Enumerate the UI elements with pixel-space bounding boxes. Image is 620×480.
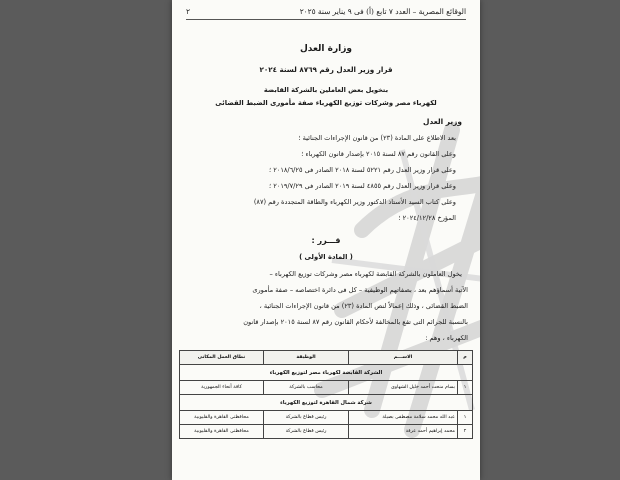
article-line: يخول العاملون بالشركة القابضة لكهرباء مصر وشركات توزيع الكهرباء – — [269, 270, 462, 278]
preamble-line: وعلى كتاب السيد الأستاذ الدكتور وزير الكهرباء والطاقة المتجددة رقم (٨٧) — [253, 198, 456, 206]
preamble-line: وعلى قرار وزير العدل رقم ٥٢٢١ لسنة ٢٠١٨ الصادر فى ٢٠١٨/٦/٢٥ ؛ — [269, 166, 456, 174]
article-title: ( المادة الأولى ) — [299, 253, 353, 261]
minister-heading: وزير العدل — [423, 117, 462, 126]
ministry-title: وزارة العدل — [299, 44, 353, 54]
cell-number: ١ — [458, 411, 473, 425]
column-header-number: م — [458, 351, 473, 365]
preamble-line: بعد الاطلاع على المادة (٢٣) من قانون الإجراءات الجنائية ؛ — [298, 134, 456, 142]
section-title: شركة شمال القاهرة لتوزيع الكهرباء — [180, 395, 473, 411]
decree-title: قرار وزير العدل رقم ٨٧٦٩ لسنة ٢٠٢٤ — [259, 65, 393, 74]
cell-name: محمد إبراهيم أحمد عرفة — [349, 425, 458, 439]
decree-subtitle: بتخويل بعض العاملين بالشركة القابضة — [263, 86, 389, 94]
table-row — [180, 411, 473, 425]
preamble-line: وعلى القانون رقم ٨٧ لسنة ٢٠١٥ بإصدار قانون الكهرباء ؛ — [301, 150, 456, 158]
cell-name: بسام منحت أحمد خليل الشهاوى — [349, 381, 458, 395]
cell-scope: كافة أنحاء الجمهورية — [180, 381, 264, 395]
table-header-row — [180, 351, 473, 365]
column-header-name: الاســـم — [349, 351, 458, 365]
cell-scope: محافظتى القاهرة والقليوبية — [180, 425, 264, 439]
table-row — [180, 381, 473, 395]
cell-number: ١ — [458, 381, 473, 395]
cell-job: محاسب بالشركة — [264, 381, 349, 395]
article-line: الآتية أسماؤهم بعد ، بصفاتهم الوظيفية – كل فى دائرة اختصاصه – صفة مأمورى — [252, 286, 468, 294]
preamble-line: المؤرخ ٢٠٢٤/١٢/٢٨ ؛ — [398, 214, 456, 222]
page-number: ٢ — [186, 7, 190, 16]
table-row — [180, 425, 473, 439]
article-line: بالنسبة للجرائم التى تقع بالمخالفة لأحكام القانون رقم ٨٧ لسنة ٢٠١٥ بإصدار قانون — [243, 318, 468, 326]
preamble-line: وعلى قرار وزير العدل رقم ٤٨٥٥ لسنة ٢٠١٩ الصادر فى ٢٠١٩/٧/٢٩ ؛ — [269, 182, 456, 190]
table-section-row — [180, 365, 473, 381]
table-section-row — [180, 395, 473, 411]
article-line: الكهرباء ، وهم : — [425, 334, 468, 342]
section-title: الشركة القابضة لكهرباء مصر لتوزيع الكهرباء — [180, 365, 473, 381]
cell-job: رئيس قطاع بالشركة — [264, 411, 349, 425]
column-header-job: الوظيفة — [264, 351, 349, 365]
cell-scope: محافظتى القاهرة والقليوبية — [180, 411, 264, 425]
cell-name: عبد الله محمد سلامة مصطفى بصيلة — [349, 411, 458, 425]
decides-heading: قـــرر : — [311, 236, 341, 245]
document-page — [172, 0, 480, 480]
cell-job: رئيس قطاع بالشركة — [264, 425, 349, 439]
column-header-scope: نطاق العمل المكانى — [180, 351, 264, 365]
running-title: الوقائع المصرية – العدد ٧ تابع (أ) فى ٩ يناير سنة ٢٠٢٥ — [299, 7, 466, 16]
decree-subject: لكهرباء مصر وشركات توزيع الكهرباء صفة مأمورى الضبط القضائى — [215, 99, 437, 107]
running-header — [186, 7, 466, 20]
cell-number: ٢ — [458, 425, 473, 439]
employees-table — [179, 350, 473, 439]
article-line: الضبط القضائى ، وذلك إعمالاً لنص المادة (٢٣) من قانون الإجراءات الجنائية ، — [259, 302, 468, 310]
